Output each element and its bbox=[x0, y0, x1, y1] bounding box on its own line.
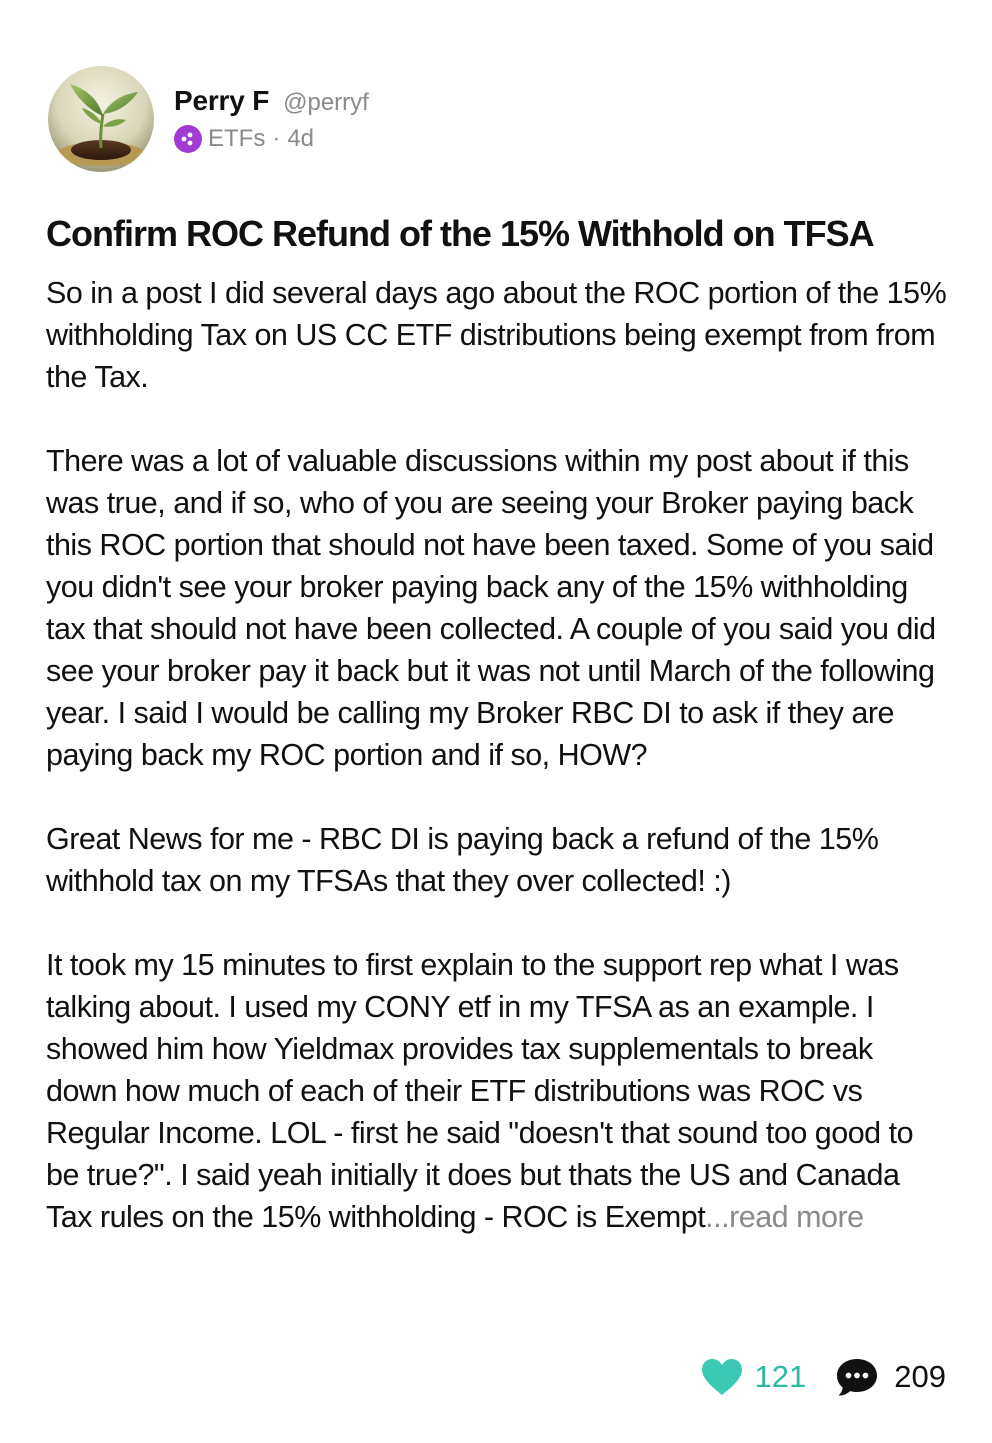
read-more-link[interactable]: ...read more bbox=[705, 1200, 864, 1234]
author-block bbox=[174, 85, 369, 153]
meta-separator: · bbox=[272, 125, 281, 152]
post-paragraph-text: It took my 15 minutes to first explain to the support rep what I was talking about. I used my CONY etf in my TFSA as an example. I showed him how Yieldmax provides tax supplementals to break down how much of each of their ETF distributions was ROC vs Regular Income. LOL - first he said "doesn't that sound too good to be true?". I said yeah initially it does but thats the US and Canada Tax rules on the 15% withholding - ROC is Exempt bbox=[46, 948, 914, 1234]
author-row bbox=[174, 85, 369, 117]
avatar[interactable] bbox=[48, 66, 154, 172]
author-name[interactable]: Perry F bbox=[174, 85, 270, 116]
community-dots-icon bbox=[179, 130, 197, 148]
post-meta bbox=[174, 125, 369, 153]
post-paragraph: There was a lot of valuable discussions within my post about if this was true, and if so, who of you are seeing your Broker paying back this ROC portion that should not have been taxed. Some of you said you didn't see your broker paying back any of the 15% withholding tax that should not have been collected. A couple of you said you did see your broker pay it back but it was not until March of the following year. I said I would be calling my Broker RBC DI to ask if they are paying back my ROC portion and if so, HOW? bbox=[46, 444, 936, 772]
post-body[interactable] bbox=[46, 272, 951, 1238]
post-actions bbox=[699, 1356, 946, 1398]
comment-button[interactable] bbox=[834, 1356, 946, 1398]
like-button[interactable] bbox=[699, 1357, 807, 1397]
post-age: 4d bbox=[287, 125, 315, 152]
etfs-community-icon[interactable] bbox=[174, 125, 202, 153]
community-name[interactable]: ETFs bbox=[208, 125, 266, 152]
post-paragraph-last bbox=[46, 944, 951, 1238]
post-header bbox=[48, 66, 369, 172]
comment-count: 209 bbox=[894, 1359, 946, 1394]
chat-bubble-icon bbox=[834, 1356, 880, 1398]
plant-seedling-icon bbox=[48, 66, 154, 172]
post-paragraph: So in a post I did several days ago about the ROC portion of the 15% withholding Tax on US CC ETF distributions being exempt from from the Tax. bbox=[46, 276, 947, 394]
like-count: 121 bbox=[754, 1359, 807, 1394]
heart-icon bbox=[699, 1357, 745, 1397]
post-title[interactable]: Confirm ROC Refund of the 15% Withhold on TFSA bbox=[46, 213, 874, 254]
author-handle[interactable]: @perryf bbox=[283, 89, 369, 116]
post-paragraph: Great News for me - RBC DI is paying back a refund of the 15% withhold tax on my TFSAs that they over collected! :) bbox=[46, 822, 879, 898]
